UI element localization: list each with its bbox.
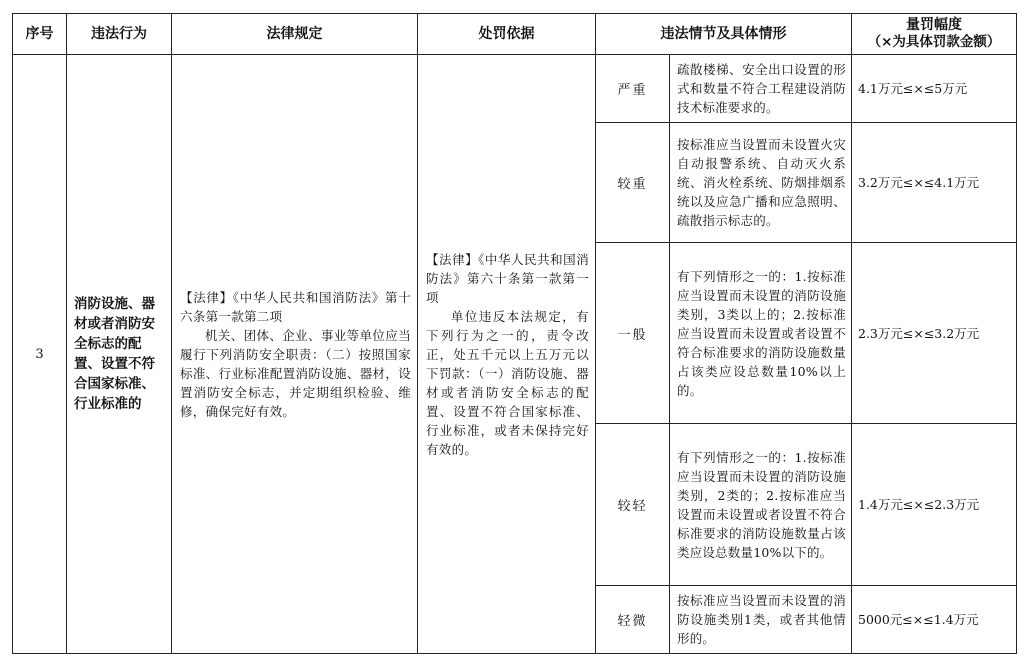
law-text: 机关、团体、企业、事业等单位应当履行下列消防安全职责：（二）按照国家标准、行业标准配置消防设施、器材，设置消防安全标志，并定期组织检验、维修，确保完好有效。 <box>180 327 411 419</box>
level-amount: 1.4万元≤×≤2.3万元 <box>852 424 1017 586</box>
header-row <box>13 14 1017 55</box>
level-label: 轻微 <box>596 586 670 654</box>
basis-citation: 【法律】《中华人民共和国消防法》第六十条第一款第一项 <box>426 251 589 305</box>
level-label: 严重 <box>596 55 670 123</box>
header-circumstance: 违法情节及具体情形 <box>596 14 852 55</box>
level-amount: 2.3万元≤×≤3.2万元 <box>852 243 1017 424</box>
level-label: 较轻 <box>596 424 670 586</box>
level-amount: 5000元≤×≤1.4万元 <box>852 586 1017 654</box>
basis-text: 单位违反本法规定，有下列行为之一的，责令改正，处五千元以上五万元以下罚款：（一）消防设施、器材或者消防安全标志的配置、设置不符合国家标准、行业标准，或者未保持完好有效的。 <box>426 308 589 457</box>
law-citation: 【法律】《中华人民共和国消防法》第十六条第一款第二项 <box>180 289 411 324</box>
row-law <box>172 55 418 654</box>
level-label: 较重 <box>596 123 670 243</box>
level-detail: 有下列情形之一的：1.按标准应当设置而未设置的消防设施类别，3类以上的；2.按标准应当设置而未设置或者设置不符合标准要求的消防设施数量占该类应设总数量10%以上的。 <box>670 243 852 424</box>
header-range-note: （×为具体罚款金额） <box>867 34 1001 50</box>
level-label: 一般 <box>596 243 670 424</box>
penalty-table <box>12 13 1017 654</box>
level-detail: 有下列情形之一的：1.按标准应当设置而未设置的消防设施类别，2类的；2.按标准应当设置而未设置或者设置不符合标准要求的消防设施数量占该类应设总数量10%以下的。 <box>670 424 852 586</box>
level-detail: 疏散楼梯、安全出口设置的形式和数量不符合工程建设消防技术标准要求的。 <box>670 55 852 123</box>
header-range-title: 量罚幅度 <box>906 17 962 33</box>
row-basis <box>418 55 596 654</box>
row-action: 消防设施、器材或者消防安全标志的配置、设置不符合国家标准、行业标准的 <box>67 55 172 654</box>
row-seq: 3 <box>13 55 67 654</box>
header-law: 法律规定 <box>172 14 418 55</box>
level-amount: 4.1万元≤×≤5万元 <box>852 55 1017 123</box>
header-basis: 处罚依据 <box>418 14 596 55</box>
header-seq: 序号 <box>13 14 67 55</box>
level-amount: 3.2万元≤×≤4.1万元 <box>852 123 1017 243</box>
table-row <box>13 55 1017 123</box>
level-detail: 按标准应当设置而未设置火灾自动报警系统、自动灭火系统、消火栓系统、防烟排烟系统以及应急广播和应急照明、疏散指示标志的。 <box>670 123 852 243</box>
header-range <box>852 14 1017 55</box>
level-detail: 按标准应当设置而未设置的消防设施类别1类，或者其他情形的。 <box>670 586 852 654</box>
header-action: 违法行为 <box>67 14 172 55</box>
